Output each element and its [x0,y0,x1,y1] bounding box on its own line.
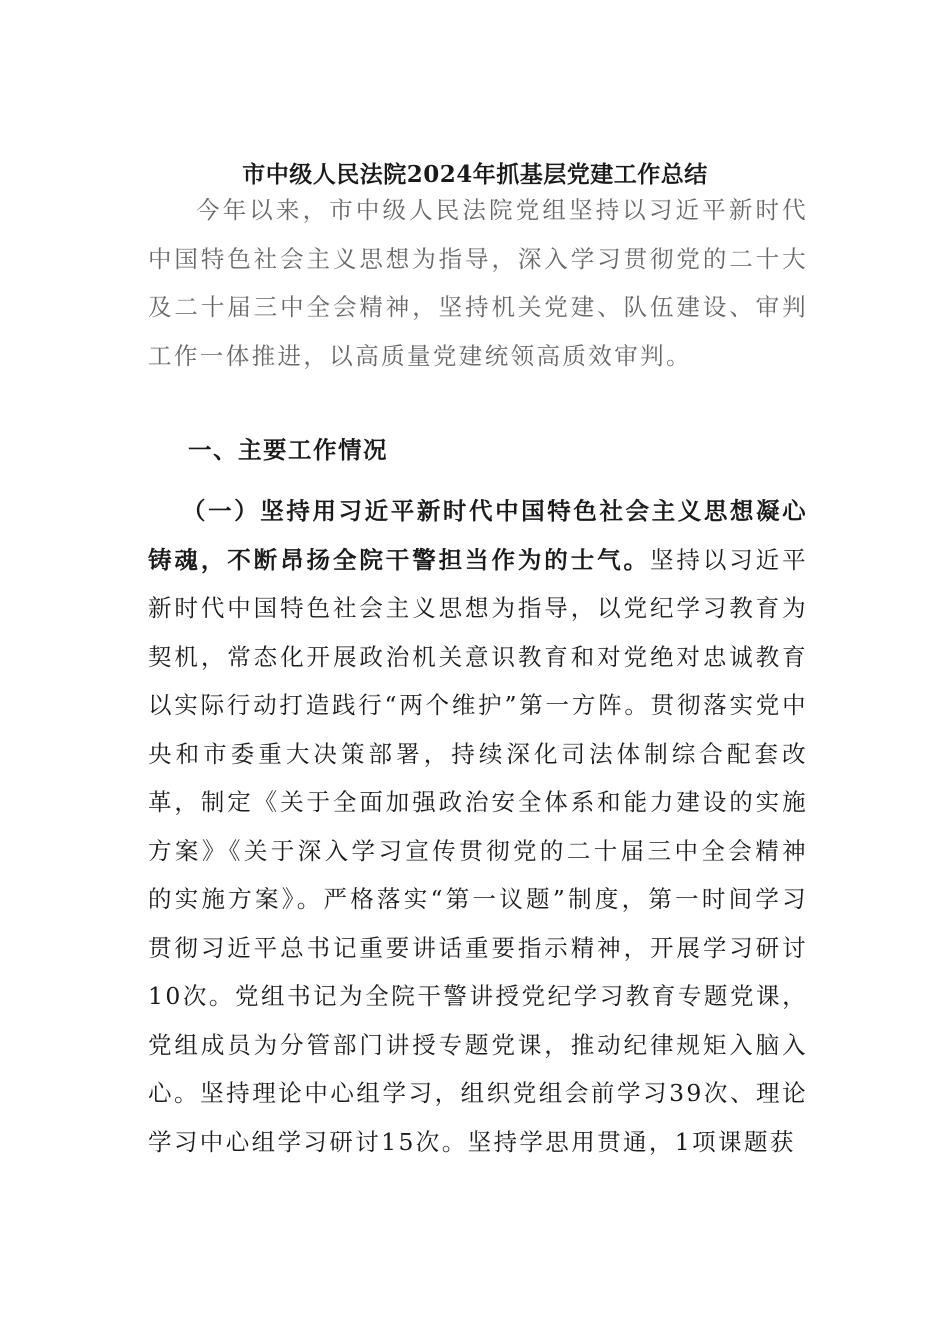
section-heading-main-work: 一、主要工作情况 [188,436,388,464]
intro-paragraph: 今年以来，市中级人民法院党组坚持以习近平新时代中国特色社会主义思想为指导，深入学习贯彻党的二十大及二十届三中全会精神，坚持机关党建、队伍建设、审判工作一体推进，以高质量党建统领高质效审判。 [148,196,808,370]
document-title: 市中级人民法院2024年抓基层党建工作总结 [242,161,708,188]
body-paragraph-item-1 [148,487,808,1166]
item-1-body-text: 坚持以习近平新时代中国特色社会主义思想为指导，以党纪学习教育为契机，常态化开展政治机关意识教育和对党绝对忠诚教育以实际行动打造践行“两个维护”第一方阵。贯彻落实党中央和市委重大决策部署，持续深化司法体制综合配套改革，制定《关于全面加强政治安全体系和能力建设的实施方案》《关于深入学习宣传贯彻党的二十届三中全会精神的实施方案》。严格落实“第一议题”制度，第一时间学习贯彻习近平总书记重要讲话重要指示精神，开展学习研讨10次。党组书记为全院干警讲授党纪学习教育专题党课，党组成员为分管部门讲授专题党课，推动纪律规矩入脑入心。坚持理论中心组学习，组织党组会前学习39次、理论学习中心组学习研讨15次。坚持学思用贯通，1项课题获 [148,545,808,1156]
item-1-lead-sentence: （一）坚持用习近平新时代中国特色社会主义思想凝心铸魂，不断昂扬全院干警担当作为的士气。 [148,497,808,574]
